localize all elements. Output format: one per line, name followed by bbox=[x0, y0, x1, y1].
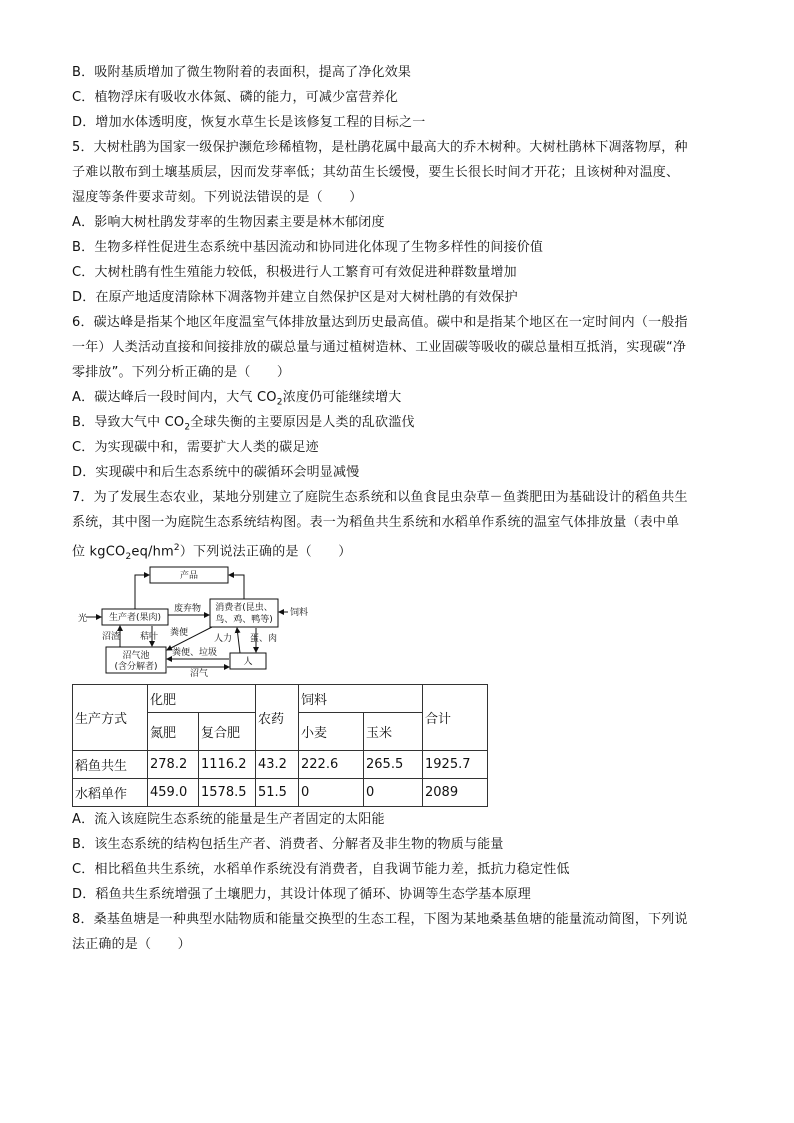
dung-label: 粪便 bbox=[170, 628, 189, 638]
labor-label: 人力 bbox=[214, 634, 233, 644]
q6-option-d: D．实现碳中和后生态系统中的碳循环会明显减慢 bbox=[72, 465, 360, 480]
sub-corn: 玉米 bbox=[364, 713, 423, 751]
feed-label: 饲料 bbox=[290, 608, 309, 618]
product-label: 产品 bbox=[179, 571, 199, 581]
light-label: 光 bbox=[78, 614, 88, 624]
row-pesticide: 51.5 bbox=[256, 779, 299, 807]
q8-stem-line-1: 8．桑基鱼塘是一种典型水陆物质和能量交换型的生态工程，下图为某地桑基鱼塘的能量流动简图，下列说 bbox=[72, 912, 688, 927]
header-total: 合计 bbox=[423, 685, 488, 751]
row-wheat: 222.6 bbox=[299, 751, 364, 779]
producer-label: 生产者(果肉) bbox=[108, 613, 162, 623]
row-compound: 1578.5 bbox=[199, 779, 256, 807]
row-total: 2089 bbox=[423, 779, 488, 807]
q7-stem-line-1: 7．为了发展生态农业，某地分别建立了庭院生态系统和以鱼食昆虫杂草－鱼粪肥田为基础设计的稻鱼共生 bbox=[72, 490, 688, 505]
q4-option-b: B．吸附基质增加了微生物附着的表面积，提高了净化效果 bbox=[72, 65, 412, 80]
q4-option-c: C．植物浮床有吸收水体氮、磷的能力，可减少富营养化 bbox=[72, 90, 399, 105]
q6-option-a: A．碳达峰后一段时间内，大气 $CO_2$浓度仍可能继续增大 bbox=[72, 390, 402, 408]
biogas-label-1: 沼气池 bbox=[122, 651, 150, 661]
biogas-label-2: (含分解者) bbox=[114, 662, 158, 672]
q8-stem-line-2: 法正确的是（ ） bbox=[72, 937, 191, 952]
straw-label: 秸叶 bbox=[140, 632, 159, 642]
row-wheat: 0 bbox=[299, 779, 364, 807]
q7-stem-line-2: 系统，其中图一为庭院生态系统结构图。表一为稻鱼共生系统和水稻单作系统的温室气体排放量（表中单 bbox=[72, 515, 680, 530]
q6-stem-line-2: 一年）人类活动直接和间接排放的碳总量与通过植树造林、工业固碳等吸收的碳总量相互抵消，实现碳“净 bbox=[72, 340, 687, 355]
egg-meat-label: 蛋、肉 bbox=[250, 634, 278, 644]
residue-label: 沼渣 bbox=[102, 632, 121, 642]
q6-stem-line-1: 6．碳达峰是指某个地区年度温室气体排放量达到历史最高值。碳中和是指某个地区在一定时间内（一般指 bbox=[72, 315, 688, 330]
q7-option-b: B．该生态系统的结构包括生产者、消费者、分解者及非生物的物质与能量 bbox=[72, 837, 504, 852]
table-row bbox=[73, 751, 488, 779]
consumer-label-1: 消费者(昆虫、 bbox=[215, 603, 273, 613]
consumer-label-2: 鸟、鸡、鸭等) bbox=[215, 615, 273, 625]
sub-nitrogen: 氮肥 bbox=[148, 713, 199, 751]
row-nitrogen: 459.0 bbox=[148, 779, 199, 807]
q6-option-c: C．为实现碳中和，需要扩大人类的碳足迹 bbox=[72, 440, 319, 455]
q5-option-a: A．影响大树杜鹃发芽率的生物因素主要是林木郁闭度 bbox=[72, 215, 385, 230]
row-compound: 1116.2 bbox=[199, 751, 256, 779]
q4-option-d: D．增加水体透明度，恢复水草生长是该修复工程的目标之一 bbox=[72, 115, 426, 130]
q6-stem-line-3: 零排放”。下列分析正确的是（ ） bbox=[72, 365, 291, 380]
sub-compound: 复合肥 bbox=[199, 713, 256, 751]
row-corn: 265.5 bbox=[364, 751, 423, 779]
q5-stem-line-2: 子难以散布到土壤基质层，因而发芽率低；其幼苗生长缓慢，要生长很长时间才开花；且该树种对温度、 bbox=[72, 165, 680, 180]
q5-stem-line-3: 湿度等条件要求苛刻。下列说法错误的是（ ） bbox=[72, 190, 363, 205]
q7-stem-line-3: 位 $kgCO_2eq/hm^2$）下列说法正确的是（ ） bbox=[72, 543, 352, 562]
dung-garbage-label: 粪便、垃圾 bbox=[172, 648, 218, 658]
header-pesticide: 农药 bbox=[256, 685, 299, 751]
q6-option-b: B．导致大气中 $CO_2$全球失衡的主要原因是人类的乱砍滥伐 bbox=[72, 415, 415, 433]
q5-option-c: C．大树杜鹃有性生殖能力较低，积极进行人工繁育可有效促进种群数量增加 bbox=[72, 265, 517, 280]
q7-option-c: C．相比稻鱼共生系统，水稻单作系统没有消费者，自我调节能力差，抵抗力稳定性低 bbox=[72, 862, 570, 877]
human-label: 人 bbox=[243, 657, 253, 667]
q7-option-d: D．稻鱼共生系统增强了土壤肥力，其设计体现了循环、协调等生态学基本原理 bbox=[72, 887, 532, 902]
header-fertilizer: 化肥 bbox=[148, 685, 256, 713]
q5-stem-line-1: 5．大树杜鹃为国家一级保护濒危珍稀植物，是杜鹃花属中最高大的乔木树种。大树杜鹃林下凋落物厚，种 bbox=[72, 140, 688, 155]
row-total: 1925.7 bbox=[423, 751, 488, 779]
ecosystem-diagram bbox=[72, 565, 312, 677]
waste-label: 废弃物 bbox=[174, 604, 202, 614]
header-feed: 饲料 bbox=[299, 685, 423, 713]
q5-option-d: D．在原产地适度清除林下凋落物并建立自然保护区是对大树杜鹃的有效保护 bbox=[72, 290, 518, 305]
header-method: 生产方式 bbox=[73, 685, 148, 751]
table-row bbox=[73, 779, 488, 807]
row-corn: 0 bbox=[364, 779, 423, 807]
q5-option-b: B．生物多样性促进生态系统中基因流动和协同进化体现了生物多样性的间接价值 bbox=[72, 240, 544, 255]
q7-option-a: A．流入该庭院生态系统的能量是生产者固定的太阳能 bbox=[72, 812, 385, 827]
emission-table bbox=[72, 684, 488, 807]
sub-wheat: 小麦 bbox=[299, 713, 364, 751]
row-method: 水稻单作 bbox=[73, 779, 148, 807]
row-method: 稻鱼共生 bbox=[73, 751, 148, 779]
biogas-gas-label: 沼气 bbox=[190, 669, 209, 677]
row-nitrogen: 278.2 bbox=[148, 751, 199, 779]
row-pesticide: 43.2 bbox=[256, 751, 299, 779]
